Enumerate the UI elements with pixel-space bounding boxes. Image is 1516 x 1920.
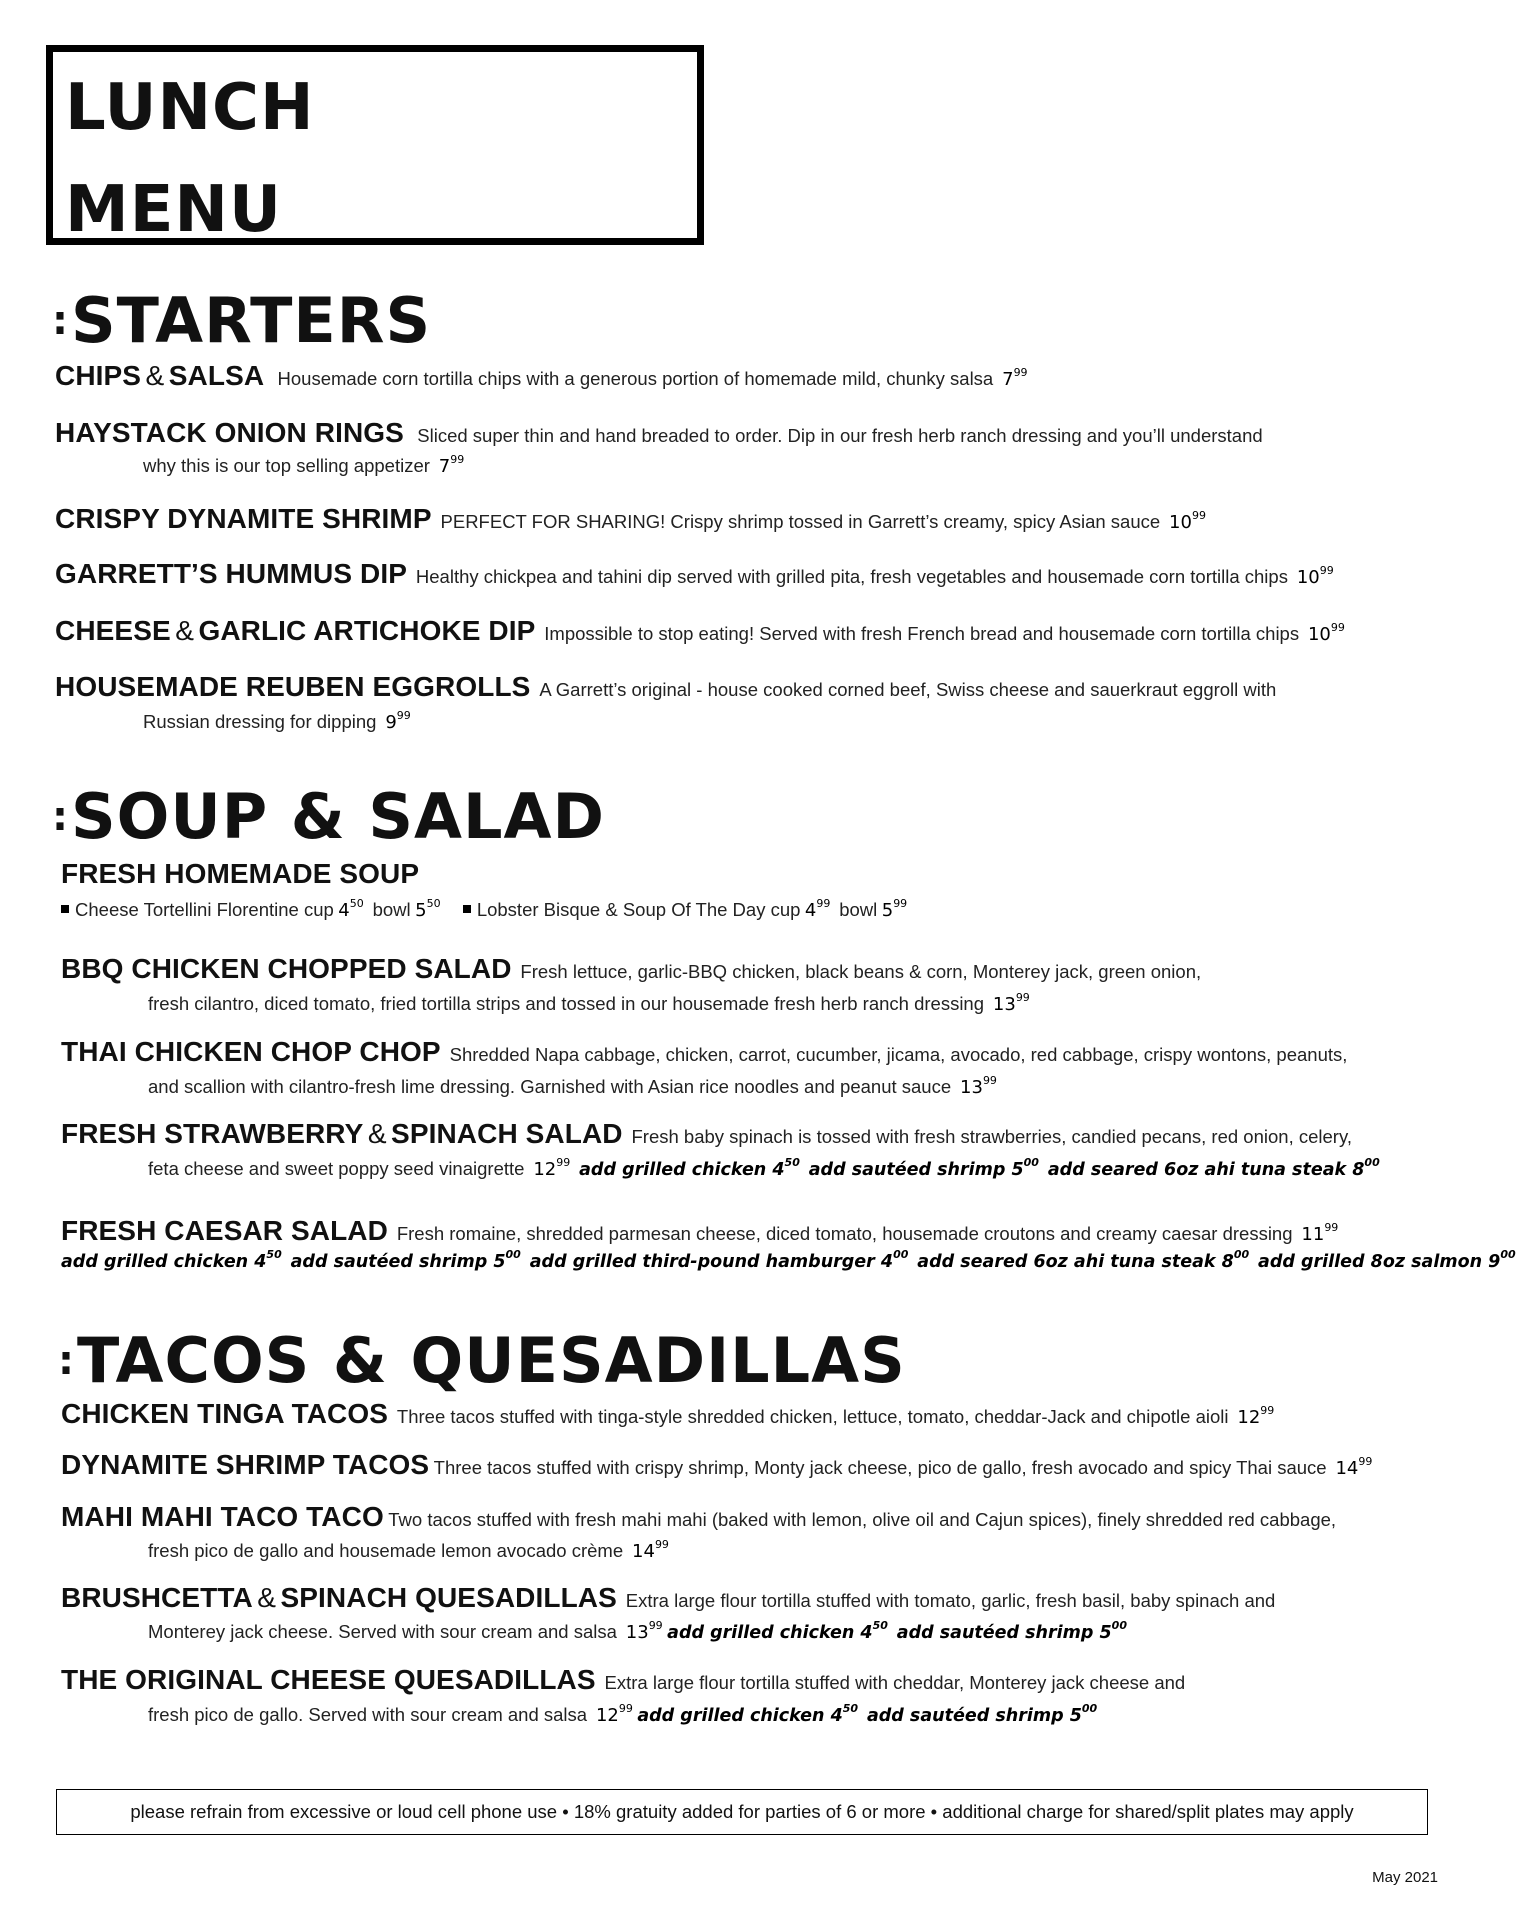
menu-item-onion-rings-cont: why this is our top selling appetizer $7^{99}$ [143,453,465,477]
footer-policy-text: please refrain from excessive or loud cell phone use • 18% gratuity added for parties of 6 or more • additional charge for shared/split plates may apply [130,1801,1354,1822]
addon-ahi-tuna: add seared 6oz ahi tuna steak $8^{00}$ [917,1248,1250,1272]
item-price: $13^{99}$ [625,1619,663,1643]
addon-hamburger: add grilled third-pound hamburger $4^{00}$ [529,1248,909,1272]
item-price: $12^{99}$ [595,1702,633,1726]
menu-item-mahi-mahi-tacos: MAHI MAHI TACO TACO Two tacos stuffed with fresh mahi mahi (baked with lemon, olive oil and Cajun spices), finely shredded red cabbage, [61,1501,1337,1532]
addon-ahi-tuna: add seared 6oz ahi tuna steak $8^{00}$ [1047,1156,1380,1180]
soup-options: Cheese Tortellini Florentine cup $4^{50}$ bowl $5^{50}$ Lobster Bisque & Soup Of The Day cup $4^{99}$ bowl $5^{99}$ [61,901,907,920]
heading-colon: : [52,298,69,344]
menu-item-strawberry-spinach: FRESH STRAWBERRY & SPINACH SALAD Fresh baby spinach is tossed with fresh strawberries, candied pecans, red onion, celery, [61,1118,1352,1149]
menu-item-dynamite-shrimp: CRISPY DYNAMITE SHRIMP PERFECT FOR SHARING! Crispy shrimp tossed in Garrett’s creamy, spicy Asian sauce $10^{99}$ [55,503,1206,534]
menu-item-cheese-quesadillas-cont: fresh pico de gallo. Served with sour cream and salsa $12^{99}$ add grilled chicken $4^{50}$ add sautéed shrimp $5^{00}$ [148,1702,1098,1726]
item-price: $14^{99}$ [632,1538,669,1562]
section-starters-heading: :STARTERS [52,284,432,357]
item-price: $12^{99}$ [1237,1404,1275,1428]
section-tacos-heading: :TACOS & QUESADILLAS [58,1324,906,1397]
item-price: $10^{99}$ [1307,621,1345,645]
menu-item-chicken-tinga-tacos: CHICKEN TINGA TACOS Three tacos stuffed with tinga-style shredded chicken, lettuce, tomato, cheddar-Jack and chipotle aioli $12^{99}$ [61,1398,1275,1429]
menu-item-chips-salsa: CHIPS & SALSA Housemade corn tortilla chips with a generous portion of homemade mild, chunky salsa $7^{99}$ [55,360,1028,391]
section-soup-salad-heading: :SOUP & SALAD [52,780,605,853]
menu-item-thai-chicken-cont: and scallion with cilantro-fresh lime dressing. Garnished with Asian rice noodles and peanut sauce $13^{99}$ [148,1074,997,1098]
menu-item-bbq-chicken-salad-cont: fresh cilantro, diced tomato, fried tortilla strips and tossed in our housemade fresh herb ranch dressing $13^{99}$ [148,991,1030,1015]
addon-shrimp: add sautéed shrimp $5^{00}$ [866,1702,1098,1726]
item-price: $13^{99}$ [960,1074,997,1098]
addon-shrimp: add sautéed shrimp $5^{00}$ [896,1619,1127,1643]
item-price: $10^{99}$ [1296,564,1334,588]
heading-colon: : [52,794,69,840]
addon-chicken: add grilled chicken $4^{50}$ [579,1156,800,1180]
menu-item-bbq-chicken-salad: BBQ CHICKEN CHOPPED SALAD Fresh lettuce, garlic-BBQ chicken, black beans & corn, Monterey jack, green onion, [61,953,1202,984]
item-price: $7^{99}$ [438,453,465,477]
item-price: $7^{99}$ [1002,366,1028,390]
menu-item-homemade-soup: FRESH HOMEMADE SOUP [61,858,420,889]
menu-item-caesar-salad: FRESH CAESAR SALAD Fresh romaine, shredded parmesan cheese, diced tomato, housemade croutons and creamy caesar dressing $11^{99}$ [61,1215,1339,1246]
menu-item-mahi-mahi-tacos-cont: fresh pico de gallo and housemade lemon avocado crème $14^{99}$ [148,1538,669,1562]
menu-item-artichoke-dip: CHEESE & GARLIC ARTICHOKE DIP Impossible to stop eating! Served with fresh French bread and housemade corn tortilla chips $10^{99}$ [55,615,1345,646]
item-price: $13^{99}$ [992,991,1030,1015]
addon-salmon: add grilled 8oz salmon $9^{00}$ [1258,1248,1516,1272]
addon-shrimp: add sautéed shrimp $5^{00}$ [290,1248,521,1272]
item-price: $11^{99}$ [1301,1221,1339,1245]
addon-chicken: add grilled chicken $4^{50}$ [667,1619,888,1643]
title-lunch: LUNCH [65,71,315,145]
menu-item-bruschetta-quesadillas-cont: Monterey jack cheese. Served with sour cream and salsa $13^{99}$ add grilled chicken $4^{50}$ add sautéed shrimp $5^{00}$ [148,1619,1127,1643]
footer-policy-box [56,1789,1428,1835]
menu-item-bruschetta-quesadillas: BRUSHCETTA & SPINACH QUESADILLAS Extra large flour tortilla stuffed with tomato, garlic, fresh basil, baby spinach and [61,1582,1276,1613]
menu-date: May 2021 [1372,1869,1438,1886]
menu-item-reuben-eggrolls-cont: Russian dressing for dipping $9^{99}$ [143,709,411,733]
item-price: $12^{99}$ [533,1156,571,1180]
menu-item-hummus-dip: GARRETT’S HUMMUS DIP Healthy chickpea and tahini dip served with grilled pita, fresh vegetables and housemade corn tortilla chips $10^{99}$ [55,558,1334,589]
bullet-icon [61,905,69,913]
item-price: $10^{99}$ [1169,509,1206,533]
bullet-icon [463,905,471,913]
addon-shrimp: add sautéed shrimp $5^{00}$ [808,1156,1039,1180]
item-price: $9^{99}$ [385,709,411,733]
heading-colon: : [58,1338,75,1384]
menu-title-box [46,45,704,245]
caesar-addons [61,1248,1516,1272]
menu-item-onion-rings: HAYSTACK ONION RINGS Sliced super thin and hand breaded to order. Dip in our fresh herb ranch dressing and you’ll understand [55,417,1263,448]
menu-item-reuben-eggrolls: HOUSEMADE REUBEN EGGROLLS A Garrett’s original - house cooked corned beef, Swiss cheese and sauerkraut eggroll with [55,671,1277,702]
menu-item-thai-chicken: THAI CHICKEN CHOP CHOP Shredded Napa cabbage, chicken, carrot, cucumber, jicama, avocado, red cabbage, crispy wontons, peanuts, [61,1036,1348,1067]
title-menu: MENU [65,173,282,247]
menu-item-strawberry-spinach-cont: feta cheese and sweet poppy seed vinaigrette $12^{99}$ add grilled chicken $4^{50}$ add sautéed shrimp $5^{00}$ add seared 6oz ahi tuna steak $8^{00}$ [148,1156,1380,1180]
menu-item-dynamite-shrimp-tacos: DYNAMITE SHRIMP TACOS Three tacos stuffed with crispy shrimp, Monty jack cheese, pico de gallo, fresh avocado and spicy Thai sauce $14^{99}$ [61,1449,1373,1480]
item-price: $14^{99}$ [1335,1455,1373,1479]
addon-chicken: add grilled chicken $4^{50}$ [61,1248,282,1272]
menu-item-cheese-quesadillas: THE ORIGINAL CHEESE QUESADILLAS Extra large flour tortilla stuffed with cheddar, Monterey jack cheese and [61,1664,1186,1695]
addon-chicken: add grilled chicken $4^{50}$ [637,1702,859,1726]
